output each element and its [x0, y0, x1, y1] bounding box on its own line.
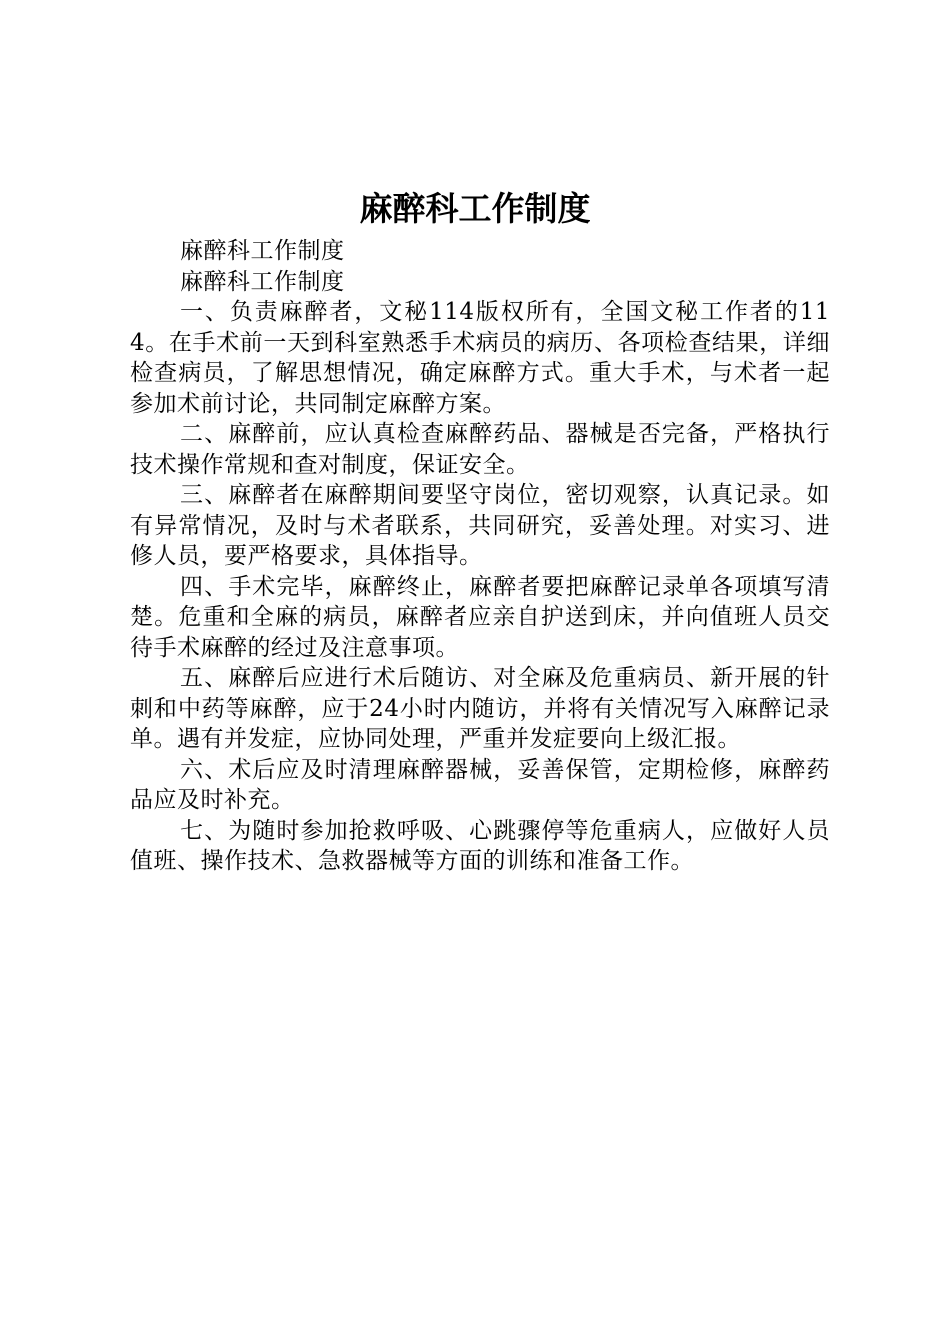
- paragraph-rule-2: 二、麻醉前，应认真检查麻醉药品、器械是否完备，严格执行技术操作常规和查对制度，保证安全。: [130, 421, 830, 478]
- paragraph-rule-6: 六、术后应及时清理麻醉器械，妥善保管，定期检修，麻醉药品应及时补充。: [130, 756, 830, 813]
- paragraph-rule-5: 五、麻醉后应进行术后随访、对全麻及危重病员、新开展的针刺和中药等麻醉，应于24小时内随访，并将有关情况写入麻醉记录单。遇有并发症，应协同处理，严重并发症要向上级汇报。: [130, 665, 830, 752]
- paragraph-subtitle-1: 麻醉科工作制度: [180, 238, 345, 264]
- paragraph-rule-1: 一、负责麻醉者，文秘114版权所有，全国文秘工作者的114。在手术前一天到科室熟悉手术病员的病历、各项检查结果，详细检查病员，了解思想情况，确定麻醉方式。重大手术，与术者一起参加术前讨论，共同制定麻醉方案。: [130, 299, 830, 417]
- document-body: [130, 236, 830, 877]
- paragraph-rule-3: 三、麻醉者在麻醉期间要坚守岗位，密切观察，认真记录。如有异常情况，及时与术者联系，共同研究，妥善处理。对实习、进修人员，要严格要求，具体指导。: [130, 482, 830, 569]
- paragraph-rule-7: 七、为随时参加抢救呼吸、心跳骤停等危重病人，应做好人员值班、操作技术、急救器械等方面的训练和准备工作。: [130, 817, 830, 874]
- document-title: 麻醉科工作制度: [359, 189, 591, 228]
- paragraph-rule-4: 四、手术完毕，麻醉终止，麻醉者要把麻醉记录单各项填写清楚。危重和全麻的病员，麻醉者应亲自护送到床，并向值班人员交待手术麻醉的经过及注意事项。: [130, 573, 830, 661]
- paragraph-subtitle-2: 麻醉科工作制度: [180, 268, 345, 295]
